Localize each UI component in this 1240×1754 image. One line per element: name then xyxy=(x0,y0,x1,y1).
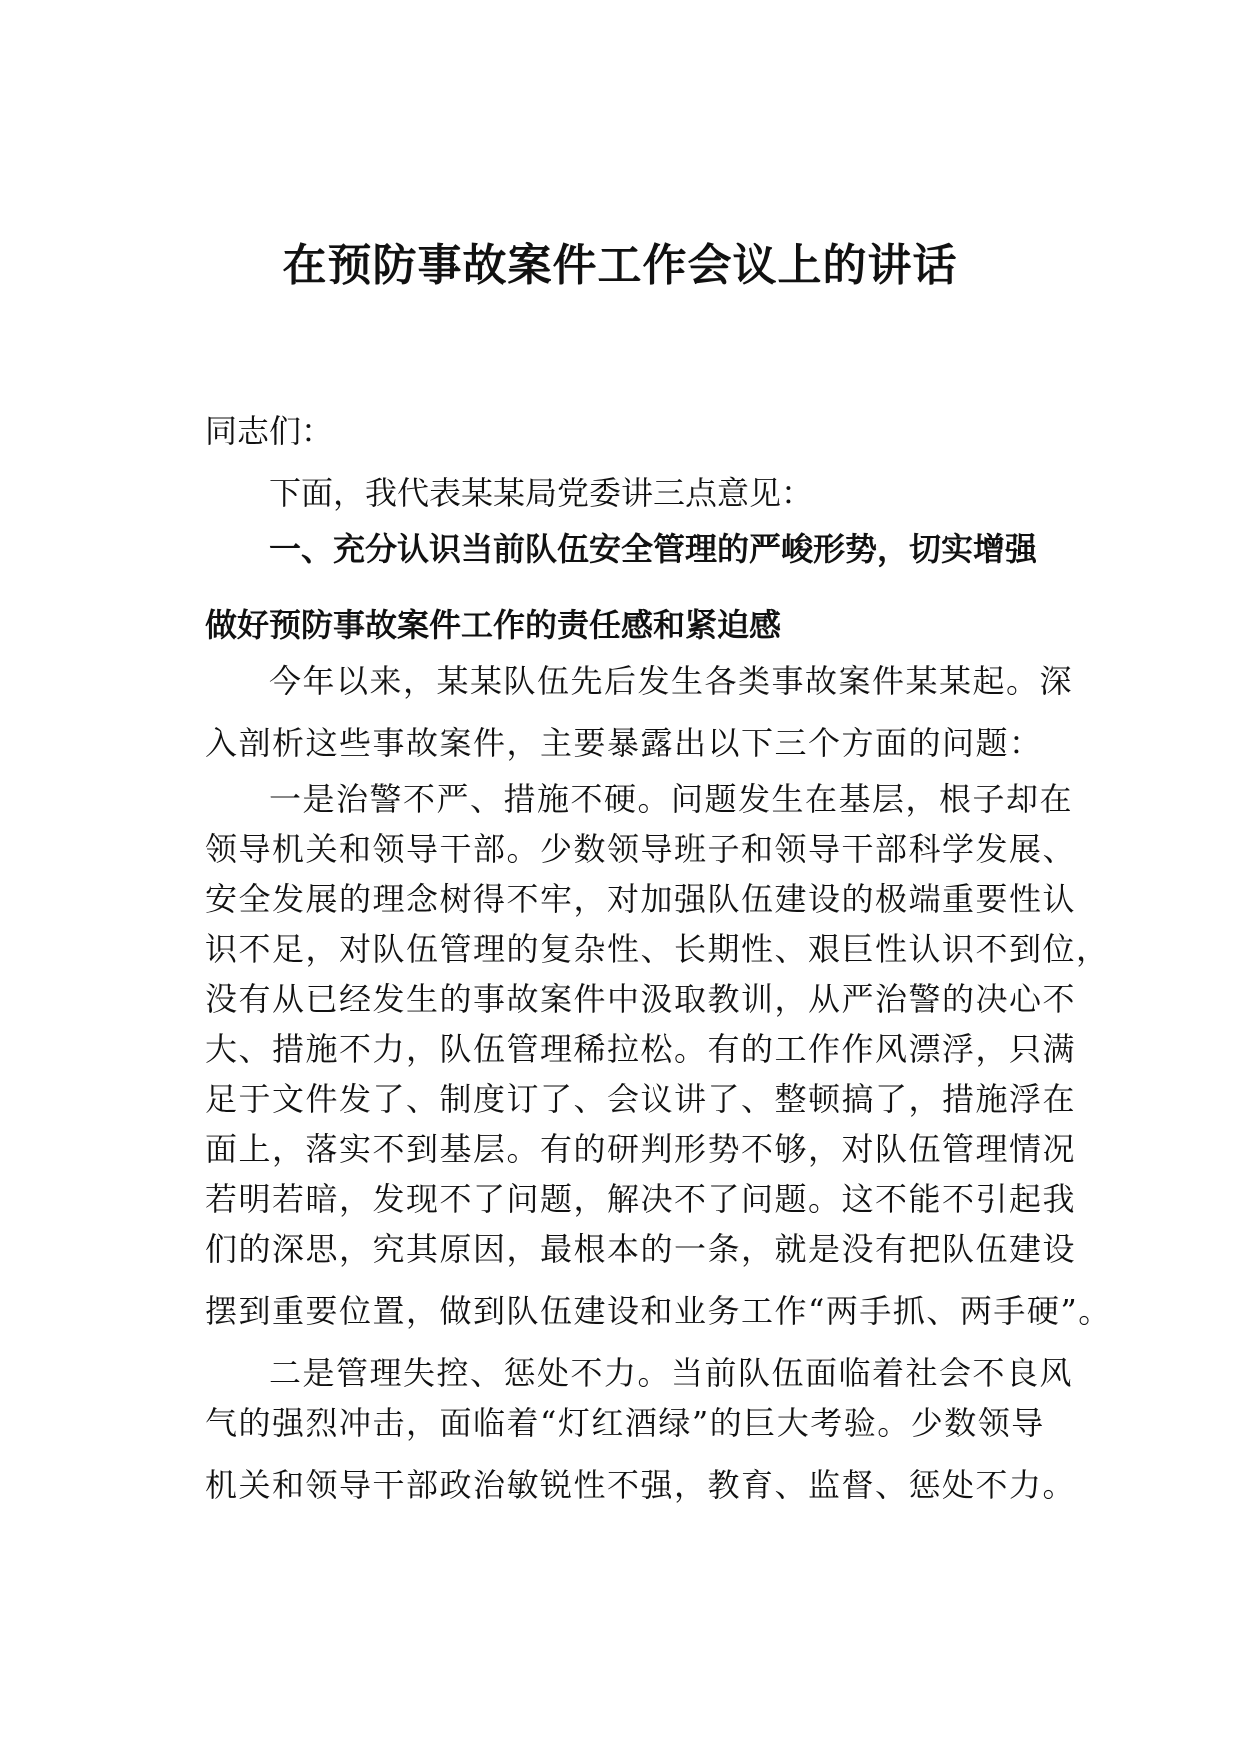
paragraph xyxy=(205,1348,1077,1510)
paragraph xyxy=(205,774,1112,1336)
paragraph-line: 入剖析这些事故案件，主要暴露出以下三个方面的问题： xyxy=(205,724,1043,762)
section-heading-line-1: 一、充分认识当前队伍安全管理的严峻形势，切实增强 xyxy=(269,530,1038,568)
paragraph-line: 机关和领导干部政治敏锐性不强，教育、监督、惩处不力。 xyxy=(205,1466,1077,1504)
document-body xyxy=(205,406,1112,1510)
salutation: 同志们： xyxy=(205,412,334,450)
paragraph xyxy=(205,656,1074,768)
paragraph-line: 面上，落实不到基层。有的研判形势不够，对队伍管理情况 xyxy=(205,1130,1077,1168)
paragraph-line: 摆到重要位置，做到队伍建设和业务工作“两手抓、两手硬”。 xyxy=(205,1292,1112,1330)
section-heading-line-2: 做好预防事故案件工作的责任感和紧迫感 xyxy=(205,606,782,644)
document-title: 在预防事故案件工作会议上的讲话 xyxy=(282,240,958,291)
paragraph-line: 二是管理失控、惩处不力。当前队伍面临着社会不良风 xyxy=(269,1354,1074,1392)
intro-line: 下面，我代表某某局党委讲三点意见： xyxy=(269,474,814,512)
paragraph-line: 一是治警不严、措施不硬。问题发生在基层，根子却在 xyxy=(269,780,1074,818)
paragraph-line: 们的深思，究其原因，最根本的一条，就是没有把队伍建设 xyxy=(205,1230,1077,1268)
paragraph-line: 没有从已经发生的事故案件中汲取教训，从严治警的决心不 xyxy=(205,980,1077,1018)
paragraph-line: 识不足，对队伍管理的复杂性、长期性、艰巨性认识不到位， xyxy=(205,930,1110,968)
paragraph-line: 领导机关和领导干部。少数领导班子和领导干部科学发展、 xyxy=(205,830,1077,868)
section-heading xyxy=(205,524,1065,650)
paragraph-line: 今年以来，某某队伍先后发生各类事故案件某某起。深 xyxy=(269,662,1074,700)
paragraph-line: 大、措施不力，队伍管理稀拉松。有的工作作风漂浮，只满 xyxy=(205,1030,1077,1068)
paragraph-line: 足于文件发了、制度订了、会议讲了、整顿搞了，措施浮在 xyxy=(205,1080,1077,1118)
paragraph-line: 安全发展的理念树得不牢，对加强队伍建设的极端重要性认 xyxy=(205,880,1077,918)
paragraph-line: 气的强烈冲击，面临着“灯红酒绿”的巨大考验。少数领导 xyxy=(205,1404,1045,1442)
paragraph-line: 若明若暗，发现不了问题，解决不了问题。这不能不引起我 xyxy=(205,1180,1077,1218)
